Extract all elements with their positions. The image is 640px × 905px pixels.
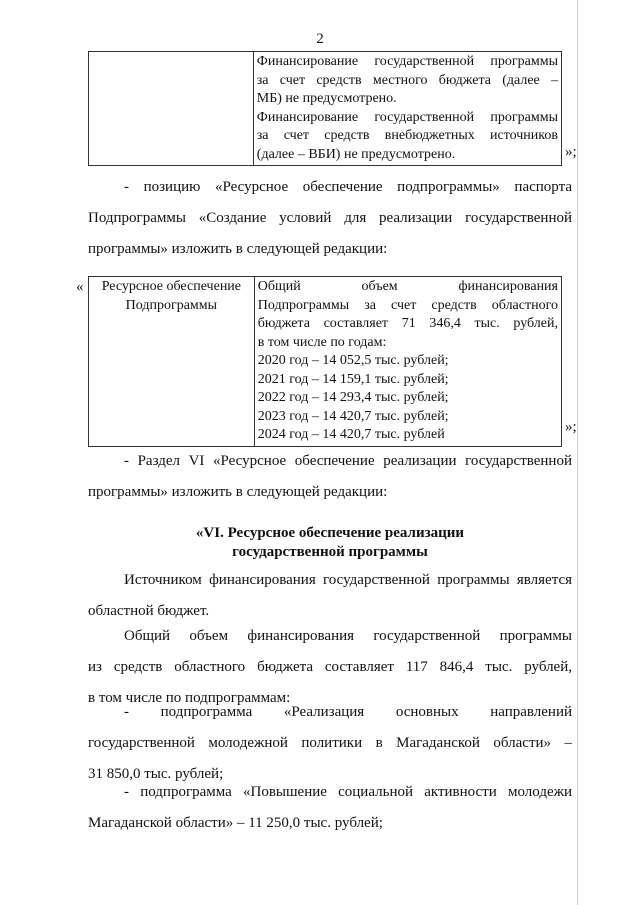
paragraph-line: программы» изложить в следующей редакции: — [88, 484, 388, 500]
heading-line: «VI. Ресурсное обеспечение реализации — [195, 525, 465, 541]
table2-col1-line: Подпрограммы — [125, 297, 218, 313]
table1-line: Финансирование государственной программы — [256, 109, 558, 125]
paragraph-line: - подпрограмма «Реализация основных направлений — [124, 704, 572, 720]
funding-table-continuation — [88, 51, 562, 166]
paragraph-line: Источником финансирования государственной программы является — [124, 572, 572, 588]
table2-line: 2024 год – 14 420,7 тыс. рублей — [257, 427, 445, 442]
paragraph-line: 31 850,0 тыс. рублей; — [88, 766, 224, 782]
page-number: 2 — [316, 31, 324, 47]
table1-col1-cell — [89, 52, 254, 166]
subprogram-resource-table — [88, 276, 562, 447]
paragraph-line: - подпрограмма «Повышение социальной активности молодежи — [124, 784, 572, 800]
paragraph-line: Подпрограммы «Создание условий для реализации государственной — [88, 210, 572, 226]
table2-line: 2023 год – 14 420,7 тыс. рублей; — [257, 408, 449, 424]
table2-col1-line: Ресурсное обеспечение — [101, 279, 242, 294]
paragraph-subprogram-2 — [88, 777, 572, 839]
table1-line: за счет средств местного бюджета (далее – — [256, 72, 558, 88]
section-heading — [88, 524, 572, 562]
table1-line: за счет средств внебюджетных источников — [256, 128, 558, 143]
paragraph-line: - позицию «Ресурсное обеспечение подпрограммы» паспорта — [124, 179, 572, 195]
paragraph-line: программы» изложить в следующей редакции: — [88, 241, 388, 257]
table1-col2-cell — [253, 52, 561, 166]
table2-line: 2020 год – 14 052,5 тыс. рублей; — [257, 353, 449, 368]
table2-line: Подпрограммы за счет средств областного — [257, 297, 558, 313]
paragraph-line: - Раздел VI «Ресурсное обеспечение реализации государственной — [124, 453, 572, 469]
table1-line: МБ) не предусмотрено. — [256, 91, 397, 106]
table1-close-quote: »; — [565, 144, 577, 160]
table1-line: Финансирование государственной программы — [256, 54, 558, 69]
paragraph-line: Магаданской области» – 11 250,0 тыс. рублей; — [88, 815, 383, 831]
heading-line: государственной программы — [232, 544, 428, 560]
table2-line: 2021 год – 14 159,1 тыс. рублей; — [257, 371, 449, 387]
table1-line: (далее – ВБИ) не предусмотрено. — [256, 146, 456, 162]
paragraph-subprogram-resource — [88, 172, 572, 265]
table2-close-quote: »; — [565, 419, 577, 435]
page-edge-line — [577, 0, 578, 905]
table2-col1-cell — [89, 277, 255, 447]
paragraph-line: государственной молодежной политики в Магаданской области» – — [88, 735, 572, 751]
paragraph-line: в том числе по подпрограммам: — [88, 690, 291, 706]
paragraph-funding-source — [88, 565, 572, 627]
table2-open-quote: « — [76, 279, 84, 295]
paragraph-line: областной бюджет. — [88, 603, 210, 619]
table2-col2-cell — [254, 277, 561, 447]
paragraph-line: из средств областного бюджета составляет 117 846,4 тыс. рублей, — [88, 659, 572, 675]
table2-line: 2022 год – 14 293,4 тыс. рублей; — [257, 390, 449, 405]
table2-line: в том числе по годам: — [257, 334, 387, 350]
paragraph-section-vi — [88, 446, 572, 508]
table2-line: бюджета составляет 71 346,4 тыс. рублей, — [257, 316, 558, 331]
paragraph-line: Общий объем финансирования государственной программы — [124, 628, 572, 644]
table2-line: Общий объем финансирования — [257, 279, 558, 294]
